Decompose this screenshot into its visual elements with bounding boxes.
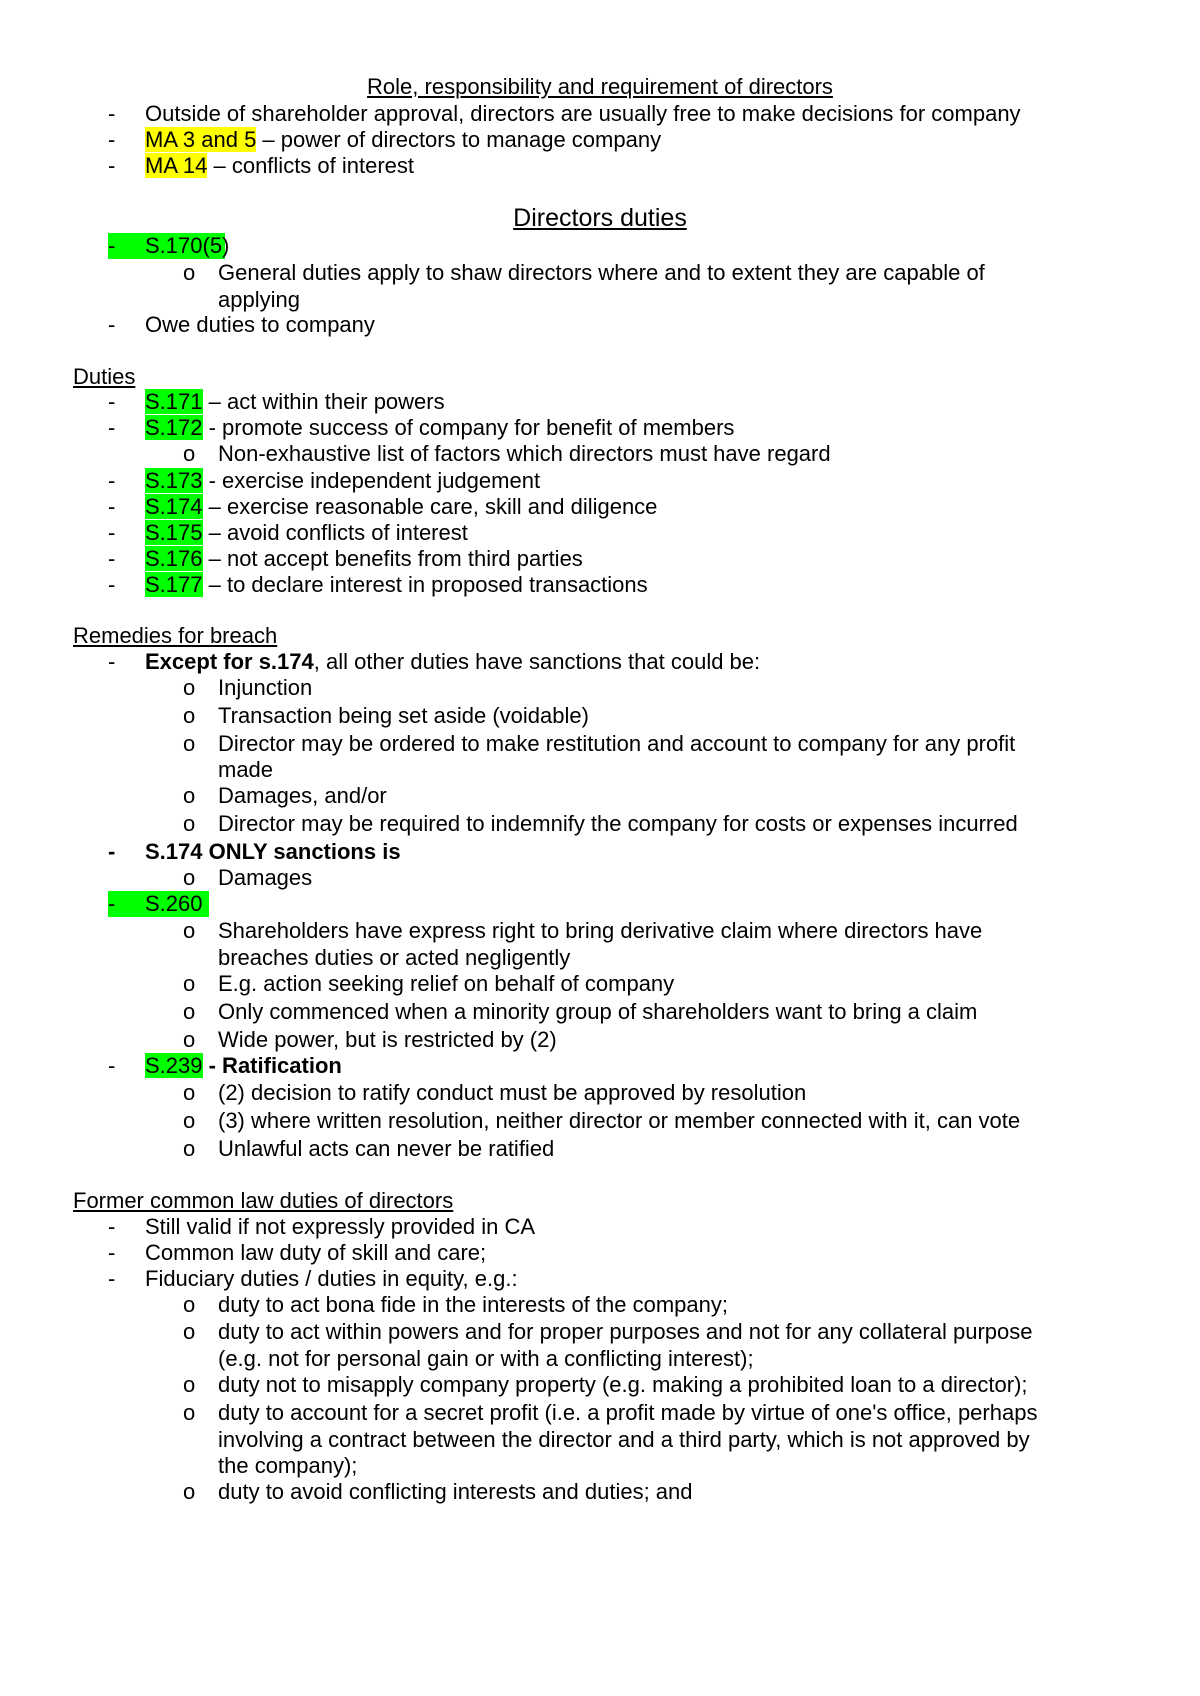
o-bullet: o [183,441,196,466]
dash-bullet: - [108,520,116,545]
duty-item: S.172 - promote success of company for benefit of members [145,415,735,440]
s177-highlight: S.177 [145,572,203,597]
s174-sub: Damages [218,865,313,890]
s260-sub-cont: breaches duties or acted negligently [218,945,571,970]
o-bullet: o [183,1319,196,1344]
o-bullet: o [183,811,196,836]
o-bullet: o [183,999,196,1024]
dash-bullet: - [108,101,116,126]
fiduciary-sub: duty not to misapply company property (e.g. making a prohibited loan to a director); [218,1372,1028,1397]
fiduciary-sub-cont: (e.g. not for personal gain or with a conflicting interest); [218,1346,754,1371]
o-bullet: o [183,865,196,890]
duty-item: S.171 – act within their powers [145,389,445,414]
dash-bullet: - [108,468,116,493]
common-item: Fiduciary duties / duties in equity, e.g.: [145,1266,518,1291]
dash-bullet: - [108,1240,116,1265]
common-law-header: Former common law duties of directors [73,1188,454,1213]
o-bullet: o [183,1080,196,1105]
s172-highlight: S.172 [145,415,203,440]
fiduciary-sub: duty to act bona fide in the interests of the company; [218,1292,728,1317]
dash-bullet: - [108,494,116,519]
o-bullet: o [183,1479,196,1504]
fiduciary-sub: duty to act within powers and for proper purposes and not for any collateral purpose [218,1319,1033,1344]
duty-item: S.174 – exercise reasonable care, skill and diligence [145,494,658,519]
sanction-item: Damages, and/or [218,783,387,808]
s239-sub: (2) decision to ratify conduct must be approved by resolution [218,1080,807,1105]
s171-highlight: S.171 [145,389,203,414]
dash-bullet: - [108,891,116,916]
s170-ref: S.170(5) [145,233,230,258]
dash-bullet: - [108,1266,116,1291]
fiduciary-sub: duty to account for a secret profit (i.e. a profit made by virtue of one's office, perhaps [218,1400,1038,1425]
o-bullet: o [183,260,196,285]
o-bullet: o [183,1108,196,1133]
s170-sub-line-1: General duties apply to shaw directors where and to extent they are capable of [218,260,985,285]
s260-sub: Only commenced when a minority group of shareholders want to bring a claim [218,999,978,1024]
o-bullet: o [183,731,196,756]
sanction-item: Transaction being set aside (voidable) [218,703,589,728]
dash-bullet: - [108,153,116,178]
s260-sub: E.g. action seeking relief on behalf of company [218,971,675,996]
fiduciary-sub-cont: the company); [218,1453,358,1478]
dash-bullet: - [108,233,116,258]
s175-highlight: S.175 [145,520,203,545]
duty-item: S.176 – not accept benefits from third parties [145,546,583,571]
role-item-3: MA 14 – conflicts of interest [145,153,415,178]
dash-bullet: - [108,572,116,597]
o-bullet: o [183,675,196,700]
s176-highlight: S.176 [145,546,203,571]
s260-ref: S.260 [145,891,203,916]
ma-14-highlight: MA 14 [145,153,208,178]
s260-sub: Shareholders have express right to bring derivative claim where directors have [218,918,983,943]
sanction-item: Director may be required to indemnify the company for costs or expenses incurred [218,811,1018,836]
remedies-header: Remedies for breach [73,623,278,648]
dash-bullet: - [108,127,116,152]
dash-bullet: - [108,546,116,571]
fiduciary-sub-cont: involving a contract between the director and a third party, which is not approved by [218,1427,1030,1452]
owe-duties-item: Owe duties to company [145,312,375,337]
o-bullet: o [183,1027,196,1052]
dash-bullet: - [108,839,116,864]
s172-sub: Non-exhaustive list of factors which directors must have regard [218,441,831,466]
s239-sub: Unlawful acts can never be ratified [218,1136,555,1161]
common-item: Common law duty of skill and care; [145,1240,487,1265]
dash-bullet: - [108,389,116,414]
o-bullet: o [183,1400,196,1425]
section-heading-role: Role, responsibility and requirement of directors [367,74,833,99]
o-bullet: o [183,1372,196,1397]
s174-only-item: S.174 ONLY sanctions is [145,839,401,864]
s239-item: S.239 - Ratification [145,1053,342,1078]
dash-bullet: - [108,649,116,674]
o-bullet: o [183,1292,196,1317]
s174-highlight: S.174 [145,494,203,519]
s170-sub-line-2: applying [218,287,300,312]
o-bullet: o [183,783,196,808]
s239-highlight: S.239 [145,1053,203,1078]
o-bullet: o [183,703,196,728]
duty-item: S.175 – avoid conflicts of interest [145,520,468,545]
common-item: Still valid if not expressly provided in CA [145,1214,536,1239]
ma-3-5-highlight: MA 3 and 5 [145,127,257,152]
dash-bullet: - [108,1214,116,1239]
duty-item: S.177 – to declare interest in proposed transactions [145,572,648,597]
role-item-1: Outside of shareholder approval, directors are usually free to make decisions for company [145,101,1021,126]
s173-highlight: S.173 [145,468,203,493]
page-title: Directors duties [513,204,687,232]
dash-bullet: - [108,312,116,337]
o-bullet: o [183,1136,196,1161]
duty-item: S.173 - exercise independent judgement [145,468,541,493]
s260-sub: Wide power, but is restricted by (2) [218,1027,557,1052]
o-bullet: o [183,971,196,996]
dash-bullet: - [108,415,116,440]
role-item-2: MA 3 and 5 – power of directors to manage company [145,127,662,152]
duties-header: Duties [73,364,136,389]
fiduciary-sub: duty to avoid conflicting interests and duties; and [218,1479,693,1504]
sanction-item: Injunction [218,675,313,700]
o-bullet: o [183,918,196,943]
dash-bullet: - [108,1053,116,1078]
sanction-item: Director may be ordered to make restitution and account to company for any profit [218,731,1016,756]
except-item: Except for s.174, all other duties have sanctions that could be: [145,649,761,674]
s239-sub: (3) where written resolution, neither director or member connected with it, can vote [218,1108,1021,1133]
sanction-item-cont: made [218,757,274,782]
